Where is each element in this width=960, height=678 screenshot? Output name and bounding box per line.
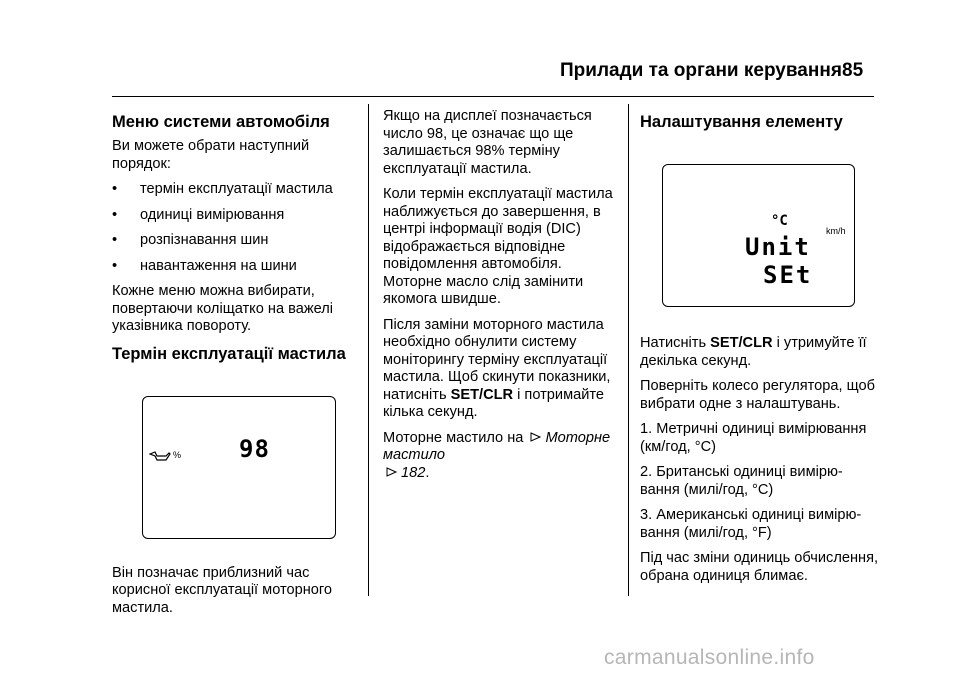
column-divider [368, 104, 369, 596]
temp-unit-label: °C [771, 213, 788, 229]
oil-change-warning-text: Коли термін експлуатації мастила наближується до завершення, в центрі інформації водія (DIC) відображається відповідне повідомлення автомобіля. Моторне масло слід замінити якомога швидше. [383, 186, 613, 307]
column-divider [628, 104, 629, 596]
option-item: 3. Американські одиниці вимірю-вання (милі/год, °F) [640, 507, 862, 541]
list-item-text: розпізнавання шин [140, 232, 269, 248]
unit-blink-text: Під час зміни одиниць обчислення, обрана одиниця блимає. [640, 550, 879, 584]
reference-title[interactable]: Моторне мастило [383, 429, 611, 463]
oil-reset-text-part: і потримайте кілька секунд. [383, 386, 605, 420]
section-heading-vehicle-menu: Меню системи автомобіля [112, 113, 330, 131]
intro-text: Ви можете обрати наступний порядок: [112, 138, 310, 172]
option-item: 1. Метричні одиниці вимірювання (км/год, °C) [640, 421, 867, 455]
oil-reset-text [383, 317, 618, 422]
press-set-clr-text [640, 335, 880, 370]
menu-instruction-text: Кожне меню можна вибирати, повертаючи коліщатко на важелі указівника повороту. [112, 283, 333, 334]
set-line-text: SEt [763, 261, 813, 289]
unit-line-text: Unit [745, 233, 811, 261]
oil-life-display-illustration [142, 396, 336, 539]
list-item [112, 181, 357, 199]
reference-end: . [425, 464, 430, 481]
oil-life-value: 98 [239, 434, 270, 463]
press-text-part: Натисніть [640, 335, 711, 351]
page-header-title: Прилади та органи керування [560, 60, 842, 81]
unit-setting-display-illustration [662, 164, 855, 307]
oil-can-icon [149, 450, 171, 462]
watermark: carmanualsonline.info [604, 646, 815, 669]
engine-oil-reference [383, 430, 618, 483]
section-heading-settings: Налаштування елементу [640, 113, 843, 131]
set-clr-label: SET/CLR [450, 386, 514, 403]
oil-percent-sign: % [173, 449, 182, 460]
set-clr-label: SET/CLR [710, 335, 773, 351]
list-item [112, 207, 357, 225]
list-item [112, 258, 357, 276]
oil-life-caption: Він позначає приблизний час корисної експлуатації моторного мастила. [112, 564, 333, 616]
list-item [112, 232, 357, 250]
list-item-text: одиниці вимірювання [140, 206, 285, 223]
column-left [112, 104, 357, 625]
column-middle [383, 104, 618, 490]
rotate-wheel-text: Поверніть колесо регулятора, щоб вибрати одне з налаштувань. [640, 378, 875, 412]
bullet-icon: • [112, 232, 118, 248]
oil-reset-text-part: Після заміни моторного мастила необхідно обнулити систему моніторингу терміну експлуатації мастила. Щоб скинути показники, натисніть [383, 316, 611, 403]
list-item-text: навантаження на шини [140, 257, 297, 274]
press-text-part: і утримуйте її декілька секунд. [640, 335, 867, 369]
reference-page-link[interactable]: 182 [401, 464, 426, 481]
bullet-icon: • [112, 206, 118, 223]
page-reference-icon [386, 466, 398, 478]
page-number: 85 [842, 60, 864, 81]
bullet-icon: • [112, 257, 118, 274]
oil-life-98-text: Якщо на дисплеї позначається число 98, це означає що ще залишається 98% терміну експлуатації мастила. [383, 108, 592, 177]
option-item: 2. Британські одиниці вимірю-вання (милі/год, °C) [640, 464, 843, 498]
column-right [640, 104, 880, 593]
section-heading-oil-life: Термін експлуатації мастила [112, 344, 346, 363]
speed-unit-label: km/h [826, 226, 846, 236]
page-reference-icon [530, 431, 542, 443]
header-divider [112, 96, 874, 97]
list-item-text: термін експлуатації мастила [140, 181, 333, 197]
reference-prefix: Моторне мастило на [383, 429, 528, 446]
bullet-icon: • [112, 181, 118, 197]
